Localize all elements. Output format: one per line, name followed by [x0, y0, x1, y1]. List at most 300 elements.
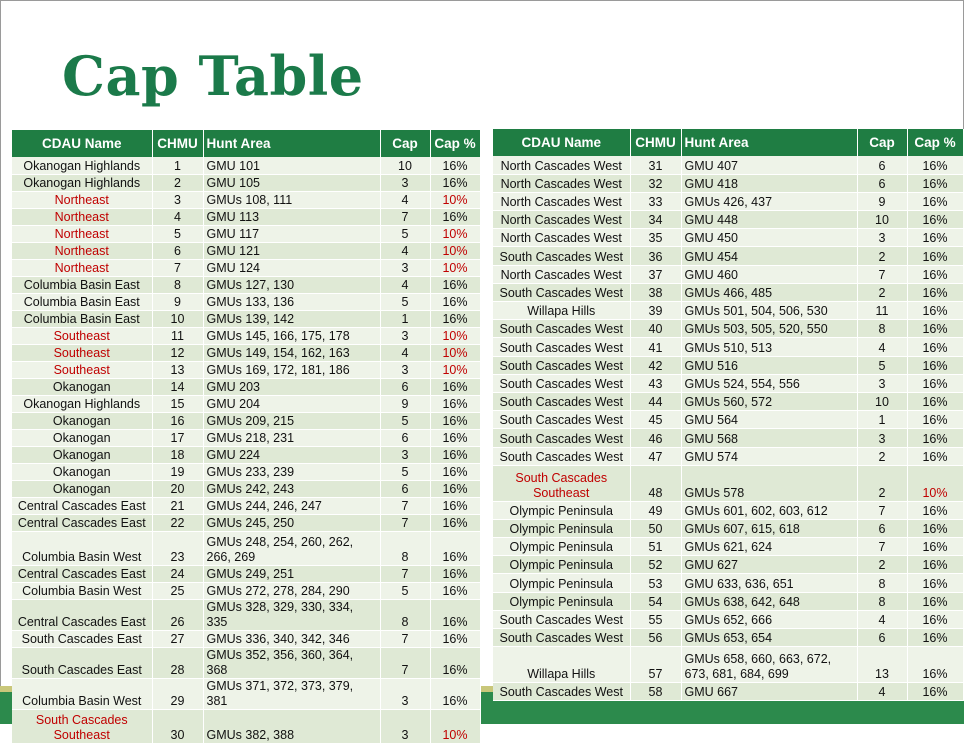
cap-pct: 16% — [430, 531, 480, 565]
table-row — [493, 156, 963, 174]
cap: 7 — [857, 265, 907, 283]
hunt-area: GMUs 652, 666 — [681, 610, 857, 628]
hunt-area: GMU 105 — [203, 174, 380, 191]
cap-pct: 16% — [430, 599, 480, 630]
cap-pct: 16% — [430, 582, 480, 599]
table-row — [12, 429, 480, 446]
cap: 3 — [380, 174, 430, 191]
cap: 8 — [380, 599, 430, 630]
cap: 2 — [857, 283, 907, 301]
cdau-name: North Cascades West — [493, 174, 630, 192]
cap-pct: 16% — [430, 463, 480, 480]
chmu: 34 — [630, 211, 681, 229]
cap-pct: 16% — [907, 610, 963, 628]
table-row — [12, 647, 480, 678]
cap-pct: 16% — [430, 429, 480, 446]
hunt-area: GMU 121 — [203, 242, 380, 259]
table-row — [12, 497, 480, 514]
cap: 6 — [857, 629, 907, 647]
cap: 7 — [380, 630, 430, 647]
table-row — [12, 191, 480, 208]
chmu: 58 — [630, 683, 681, 701]
cap: 1 — [857, 411, 907, 429]
cap: 11 — [857, 302, 907, 320]
chmu: 21 — [152, 497, 203, 514]
page-title: Cap Table — [62, 44, 364, 108]
cap: 4 — [380, 191, 430, 208]
table-row — [12, 531, 480, 565]
chmu: 46 — [630, 429, 681, 447]
chmu: 14 — [152, 378, 203, 395]
hunt-area: GMUs 510, 513 — [681, 338, 857, 356]
cap: 6 — [380, 480, 430, 497]
cdau-name: Southeast — [12, 327, 152, 344]
cdau-name: Okanogan — [12, 412, 152, 429]
cdau-name: Olympic Peninsula — [493, 501, 630, 519]
cap-pct: 16% — [430, 208, 480, 225]
chmu: 47 — [630, 447, 681, 465]
chmu: 45 — [630, 411, 681, 429]
table-row — [12, 327, 480, 344]
table-row — [493, 574, 963, 592]
cap-pct: 16% — [430, 497, 480, 514]
cdau-name: Northeast — [12, 259, 152, 276]
cap-pct: 16% — [430, 446, 480, 463]
chmu: 36 — [630, 247, 681, 265]
cap: 5 — [857, 356, 907, 374]
table-row — [12, 276, 480, 293]
cdau-name: Olympic Peninsula — [493, 538, 630, 556]
cap: 4 — [380, 344, 430, 361]
cap: 2 — [857, 447, 907, 465]
cap-pct: 16% — [907, 447, 963, 465]
chmu: 4 — [152, 208, 203, 225]
hunt-area: GMUs 248, 254, 260, 262, 266, 269 — [203, 531, 380, 565]
hunt-area: GMUs 524, 554, 556 — [681, 374, 857, 392]
hunt-area: GMU 224 — [203, 446, 380, 463]
chmu: 28 — [152, 647, 203, 678]
hunt-area: GMU 627 — [681, 556, 857, 574]
table-row — [493, 629, 963, 647]
table-row — [12, 582, 480, 599]
cap-pct: 16% — [430, 276, 480, 293]
hunt-area: GMUs 560, 572 — [681, 392, 857, 410]
chmu: 48 — [630, 465, 681, 501]
cap-pct: 16% — [907, 629, 963, 647]
cdau-name: South Cascades West — [493, 447, 630, 465]
chmu: 16 — [152, 412, 203, 429]
cdau-name: Okanogan — [12, 429, 152, 446]
chmu: 19 — [152, 463, 203, 480]
chmu: 33 — [630, 192, 681, 210]
hunt-area: GMU 117 — [203, 225, 380, 242]
table-row — [12, 242, 480, 259]
cap-pct: 10% — [430, 344, 480, 361]
table-row — [493, 647, 963, 683]
hunt-area: GMU 124 — [203, 259, 380, 276]
chmu: 41 — [630, 338, 681, 356]
chmu: 12 — [152, 344, 203, 361]
cap: 5 — [380, 412, 430, 429]
cap-pct: 16% — [907, 683, 963, 701]
cdau-name: South Cascades West — [493, 429, 630, 447]
cap-pct: 16% — [430, 174, 480, 191]
hunt-area: GMUs 218, 231 — [203, 429, 380, 446]
cap: 8 — [857, 320, 907, 338]
hunt-area: GMUs 328, 329, 330, 334, 335 — [203, 599, 380, 630]
cap-pct: 16% — [430, 514, 480, 531]
hunt-area: GMUs 145, 166, 175, 178 — [203, 327, 380, 344]
chmu: 8 — [152, 276, 203, 293]
cdau-name: North Cascades West — [493, 265, 630, 283]
chmu: 15 — [152, 395, 203, 412]
cap: 4 — [857, 683, 907, 701]
cdau-name: South Cascades West — [493, 356, 630, 374]
hunt-area: GMUs 242, 243 — [203, 480, 380, 497]
cdau-name: Okanogan — [12, 463, 152, 480]
cap-pct: 16% — [907, 519, 963, 537]
chmu: 51 — [630, 538, 681, 556]
cap-pct: 10% — [430, 225, 480, 242]
chmu: 6 — [152, 242, 203, 259]
hunt-area: GMUs 503, 505, 520, 550 — [681, 320, 857, 338]
chmu: 27 — [152, 630, 203, 647]
cap: 5 — [380, 225, 430, 242]
chmu: 5 — [152, 225, 203, 242]
table-row — [12, 395, 480, 412]
cdau-name: Olympic Peninsula — [493, 592, 630, 610]
cap-pct: 16% — [430, 157, 480, 174]
table-row — [12, 174, 480, 191]
chmu: 3 — [152, 191, 203, 208]
cdau-name: South Cascades West — [493, 283, 630, 301]
table-header — [493, 129, 963, 156]
chmu: 55 — [630, 610, 681, 628]
cap-pct: 10% — [430, 327, 480, 344]
cap-pct: 16% — [907, 247, 963, 265]
hunt-area: GMUs 133, 136 — [203, 293, 380, 310]
cap: 7 — [857, 501, 907, 519]
table-row — [12, 565, 480, 582]
cap: 7 — [857, 538, 907, 556]
hunt-area: GMU 448 — [681, 211, 857, 229]
hunt-area: GMU 204 — [203, 395, 380, 412]
cap-pct: 10% — [907, 465, 963, 501]
chmu: 30 — [152, 709, 203, 743]
hunt-area: GMUs 139, 142 — [203, 310, 380, 327]
cdau-name: Central Cascades East — [12, 565, 152, 582]
cap-pct: 16% — [907, 501, 963, 519]
hunt-area: GMUs 653, 654 — [681, 629, 857, 647]
cdau-name: Central Cascades East — [12, 599, 152, 630]
hunt-area: GMUs 244, 246, 247 — [203, 497, 380, 514]
cap-pct: 16% — [907, 211, 963, 229]
cdau-name: Okanogan — [12, 446, 152, 463]
header-hunt-area: Hunt Area — [203, 130, 380, 157]
table-row — [493, 247, 963, 265]
chmu: 57 — [630, 647, 681, 683]
hunt-area: GMU 203 — [203, 378, 380, 395]
hunt-area: GMU 450 — [681, 229, 857, 247]
chmu: 7 — [152, 259, 203, 276]
hunt-area: GMU 574 — [681, 447, 857, 465]
table-row — [12, 599, 480, 630]
chmu: 49 — [630, 501, 681, 519]
cdau-name: Columbia Basin East — [12, 293, 152, 310]
hunt-area: GMUs 245, 250 — [203, 514, 380, 531]
cdau-name: South Cascades West — [493, 610, 630, 628]
cap-pct: 16% — [907, 174, 963, 192]
cap-pct: 10% — [430, 259, 480, 276]
cdau-name: Okanogan — [12, 480, 152, 497]
chmu: 43 — [630, 374, 681, 392]
cap-pct: 16% — [907, 429, 963, 447]
chmu: 23 — [152, 531, 203, 565]
cap: 3 — [380, 259, 430, 276]
chmu: 10 — [152, 310, 203, 327]
header-cdau: CDAU Name — [12, 130, 152, 157]
cap: 4 — [380, 276, 430, 293]
cap: 9 — [380, 395, 430, 412]
cdau-name: Olympic Peninsula — [493, 574, 630, 592]
table-row — [12, 378, 480, 395]
table-row — [12, 463, 480, 480]
header-cap-pct: Cap % — [907, 129, 963, 156]
table-row — [493, 538, 963, 556]
cap: 3 — [380, 446, 430, 463]
chmu: 39 — [630, 302, 681, 320]
chmu: 40 — [630, 320, 681, 338]
cdau-name: Olympic Peninsula — [493, 519, 630, 537]
table-header — [12, 130, 480, 157]
chmu: 38 — [630, 283, 681, 301]
chmu: 18 — [152, 446, 203, 463]
table-row — [12, 361, 480, 378]
cap: 10 — [857, 392, 907, 410]
chmu: 37 — [630, 265, 681, 283]
table-row — [12, 480, 480, 497]
cap: 3 — [857, 374, 907, 392]
cap: 8 — [380, 531, 430, 565]
chmu: 50 — [630, 519, 681, 537]
cap-pct: 16% — [907, 374, 963, 392]
cdau-name: South Cascades West — [493, 338, 630, 356]
cap: 13 — [857, 647, 907, 683]
cap-pct: 16% — [430, 565, 480, 582]
cap: 3 — [857, 429, 907, 447]
chmu: 32 — [630, 174, 681, 192]
hunt-area: GMUs 127, 130 — [203, 276, 380, 293]
table-row — [12, 293, 480, 310]
cdau-name: Southeast — [12, 344, 152, 361]
cap-pct: 16% — [430, 678, 480, 709]
table-row — [493, 392, 963, 410]
cap: 3 — [380, 678, 430, 709]
cap-pct: 16% — [430, 293, 480, 310]
chmu: 24 — [152, 565, 203, 582]
table-row — [493, 465, 963, 501]
cap-pct: 16% — [907, 556, 963, 574]
cap-pct: 16% — [430, 310, 480, 327]
cap: 6 — [380, 378, 430, 395]
hunt-area: GMUs 149, 154, 162, 163 — [203, 344, 380, 361]
cap: 3 — [380, 361, 430, 378]
hunt-area: GMUs 382, 388 — [203, 709, 380, 743]
hunt-area: GMUs 638, 642, 648 — [681, 592, 857, 610]
cap: 9 — [857, 192, 907, 210]
cap-pct: 16% — [430, 378, 480, 395]
cdau-name: South Cascades East — [12, 630, 152, 647]
table-row — [493, 447, 963, 465]
table-row — [493, 265, 963, 283]
hunt-area: GMU 633, 636, 651 — [681, 574, 857, 592]
cap-pct: 10% — [430, 242, 480, 259]
cdau-name: Northeast — [12, 208, 152, 225]
header-chmu: CHMU — [152, 130, 203, 157]
cap-pct: 16% — [907, 283, 963, 301]
table-row — [12, 630, 480, 647]
cdau-name: South Cascades West — [493, 320, 630, 338]
hunt-area: GMUs 426, 437 — [681, 192, 857, 210]
hunt-area: GMUs 466, 485 — [681, 283, 857, 301]
cap-pct: 16% — [430, 395, 480, 412]
cap: 7 — [380, 497, 430, 514]
table-row — [493, 592, 963, 610]
chmu: 25 — [152, 582, 203, 599]
hunt-area: GMU 568 — [681, 429, 857, 447]
chmu: 54 — [630, 592, 681, 610]
cap: 4 — [380, 242, 430, 259]
table-row — [12, 344, 480, 361]
cap-pct: 16% — [907, 320, 963, 338]
cdau-name: South Cascades West — [493, 683, 630, 701]
cap: 3 — [380, 709, 430, 743]
cap: 5 — [380, 582, 430, 599]
hunt-area: GMUs 169, 172, 181, 186 — [203, 361, 380, 378]
cdau-name: Okanogan Highlands — [12, 174, 152, 191]
cdau-name: Central Cascades East — [12, 514, 152, 531]
table-row — [493, 556, 963, 574]
table-row — [12, 157, 480, 174]
hunt-area: GMU 564 — [681, 411, 857, 429]
hunt-area: GMUs 601, 602, 603, 612 — [681, 501, 857, 519]
hunt-area: GMU 667 — [681, 683, 857, 701]
cap-pct: 10% — [430, 709, 480, 743]
chmu: 22 — [152, 514, 203, 531]
cdau-name: Willapa Hills — [493, 647, 630, 683]
chmu: 42 — [630, 356, 681, 374]
chmu: 20 — [152, 480, 203, 497]
chmu: 29 — [152, 678, 203, 709]
table-row — [12, 259, 480, 276]
chmu: 31 — [630, 156, 681, 174]
cap: 6 — [857, 519, 907, 537]
hunt-area: GMU 460 — [681, 265, 857, 283]
hunt-area: GMUs 336, 340, 342, 346 — [203, 630, 380, 647]
chmu: 1 — [152, 157, 203, 174]
cap-pct: 10% — [430, 191, 480, 208]
hunt-area: GMUs 501, 504, 506, 530 — [681, 302, 857, 320]
hunt-area: GMUs 249, 251 — [203, 565, 380, 582]
hunt-area: GMU 454 — [681, 247, 857, 265]
table-row — [12, 678, 480, 709]
cap-pct: 16% — [907, 411, 963, 429]
chmu: 44 — [630, 392, 681, 410]
cap-pct: 16% — [907, 538, 963, 556]
cap-pct: 16% — [430, 412, 480, 429]
cap-pct: 16% — [907, 574, 963, 592]
cdau-name: South Cascades West — [493, 247, 630, 265]
cdau-name: North Cascades West — [493, 211, 630, 229]
header-cap-pct: Cap % — [430, 130, 480, 157]
header-cap: Cap — [857, 129, 907, 156]
hunt-area: GMUs 352, 356, 360, 364, 368 — [203, 647, 380, 678]
table-row — [493, 283, 963, 301]
table-row — [12, 310, 480, 327]
cap-pct: 16% — [907, 192, 963, 210]
cdau-name: South Cascades West — [493, 374, 630, 392]
chmu: 26 — [152, 599, 203, 630]
chmu: 2 — [152, 174, 203, 191]
cap: 6 — [380, 429, 430, 446]
table-row — [12, 446, 480, 463]
cdau-name: South Cascades West — [493, 629, 630, 647]
table-row — [12, 709, 480, 743]
table-row — [493, 192, 963, 210]
cdau-name: Columbia Basin East — [12, 276, 152, 293]
cdau-name: Columbia Basin East — [12, 310, 152, 327]
table-row — [493, 519, 963, 537]
cap: 6 — [857, 156, 907, 174]
chmu: 9 — [152, 293, 203, 310]
table-row — [493, 320, 963, 338]
cdau-name: Willapa Hills — [493, 302, 630, 320]
cdau-name: Columbia Basin West — [12, 582, 152, 599]
chmu: 35 — [630, 229, 681, 247]
header-chmu: CHMU — [630, 129, 681, 156]
table-row — [493, 501, 963, 519]
table-row — [493, 229, 963, 247]
cap: 3 — [380, 327, 430, 344]
table-row — [493, 610, 963, 628]
table-row — [12, 514, 480, 531]
cap: 10 — [380, 157, 430, 174]
cap: 8 — [857, 574, 907, 592]
table-row — [493, 683, 963, 701]
hunt-area: GMUs 233, 239 — [203, 463, 380, 480]
cap: 3 — [857, 229, 907, 247]
cdau-name: Okanogan — [12, 378, 152, 395]
cdau-name: Okanogan Highlands — [12, 395, 152, 412]
cap: 5 — [380, 463, 430, 480]
cdau-name: Central Cascades East — [12, 497, 152, 514]
cap-table-left — [12, 130, 481, 744]
table-row — [493, 211, 963, 229]
chmu: 17 — [152, 429, 203, 446]
hunt-area: GMUs 658, 660, 663, 672, 673, 681, 684, 699 — [681, 647, 857, 683]
hunt-area: GMUs 621, 624 — [681, 538, 857, 556]
cdau-name: South Cascades West — [493, 411, 630, 429]
cap-pct: 16% — [907, 265, 963, 283]
cap: 2 — [857, 465, 907, 501]
table-row — [493, 302, 963, 320]
cap-table-right — [493, 129, 964, 701]
cdau-name: South Cascades Southeast — [493, 465, 630, 501]
cdau-name: South Cascades West — [493, 392, 630, 410]
hunt-area: GMU 407 — [681, 156, 857, 174]
cap-pct: 16% — [907, 338, 963, 356]
table-row — [493, 356, 963, 374]
